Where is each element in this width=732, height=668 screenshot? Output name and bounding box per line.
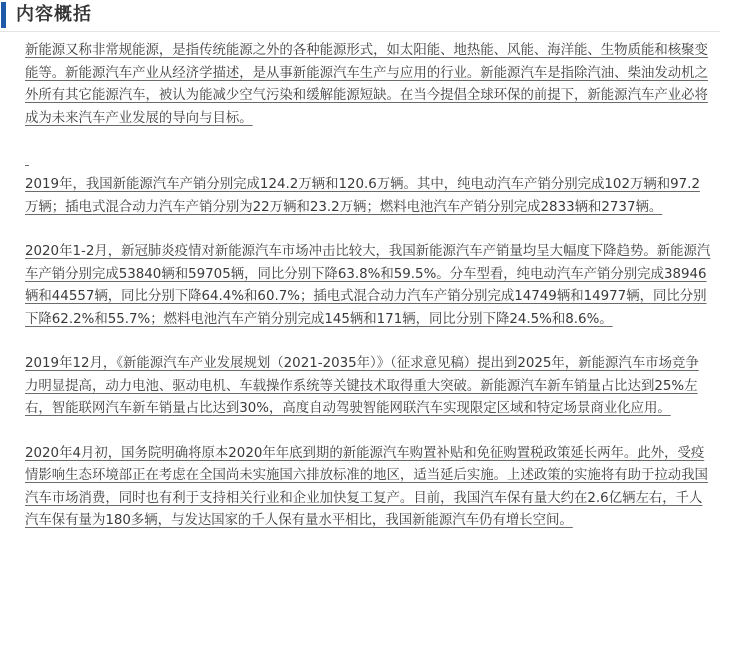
- paragraph-2019-sales: 2019年，我国新能源汽车产销分别完成124.2万辆和120.6万辆。其中，纯电动汽车产销分别完成102万辆和97.2万辆；插电式混合动力汽车产销分别为22万辆和23.2万辆；燃料电池汽车产销分别完成2833辆和2737辆。: [25, 177, 700, 215]
- paragraph-spacer: [25, 421, 711, 443]
- paragraph-intro: 新能源又称非常规能源，是指传统能源之外的各种能源形式，如太阳能、地热能、风能、海洋能、生物质能和核聚变能等。新能源汽车产业从经济学描述，是从事新能源汽车生产与应用的行业。新能源汽车是指除汽油、柴油发动机之外所有其它能源汽车，被认为能减少空气污染和缓解能源短缺。在当今提倡全球环保的前提下，新能源汽车产业必将成为未来汽车产业发展的导向与目标。: [25, 43, 708, 126]
- content-body: [25, 40, 711, 533]
- paragraph-subsidy-policy: 2020年4月初，国务院明确将原本2020年年底到期的新能源汽车购置补贴和免征购置税政策延长两年。此外，受疫情影响生态环境部正在考虑在全国尚未实施国六排放标准的地区，适当延后实施。上述政策的实施将有助于拉动我国汽车市场消费，同时也有利于支持相关行业和企业加快复工复产。目前，我国汽车保有量大约在2.6亿辆左右，千人汽车保有量为180多辆，与发达国家的千人保有量水平相比，我国新能源汽车仍有增长空间。: [25, 445, 708, 528]
- paragraph-spacer: [25, 130, 711, 152]
- section-title: 内容概括: [16, 4, 92, 25]
- underline-fragment: [25, 152, 711, 174]
- header-accent-bar: [1, 2, 6, 28]
- header-divider: [0, 31, 720, 32]
- section-header: [0, 0, 720, 32]
- paragraph-development-plan: 2019年12月，《新能源汽车产业发展规划（2021-2035年）》（征求意见稿）提出到2025年，新能源汽车市场竞争力明显提高，动力电池、驱动电机、车载操作系统等关键技术取得重大突破。新能源汽车新车销量占比达到25%左右，智能联网汽车新车销量占比达到30%，高度自动驾驶智能网联汽车实现限定区域和特定场景商业化应用。: [25, 356, 699, 416]
- paragraph-2020-jan-feb: 2020年1-2月，新冠肺炎疫情对新能源汽车市场冲击比较大，我国新能源汽车产销量均呈大幅度下降趋势。新能源汽车产销分别完成53840辆和59705辆，同比分别下降63.8%和59.5%。分车型看，纯电动汽车产销分别完成38946辆和44557辆，同比分别下降64.4%和60.7%；插电式混合动力汽车产销分别完成14749辆和14977辆，同比分别下降62.2%和55.7%；燃料电池汽车产销分别完成145辆和171辆，同比分别下降24.5%和8.6%。: [25, 244, 711, 327]
- paragraph-spacer: [25, 331, 711, 353]
- paragraph-spacer: [25, 219, 711, 241]
